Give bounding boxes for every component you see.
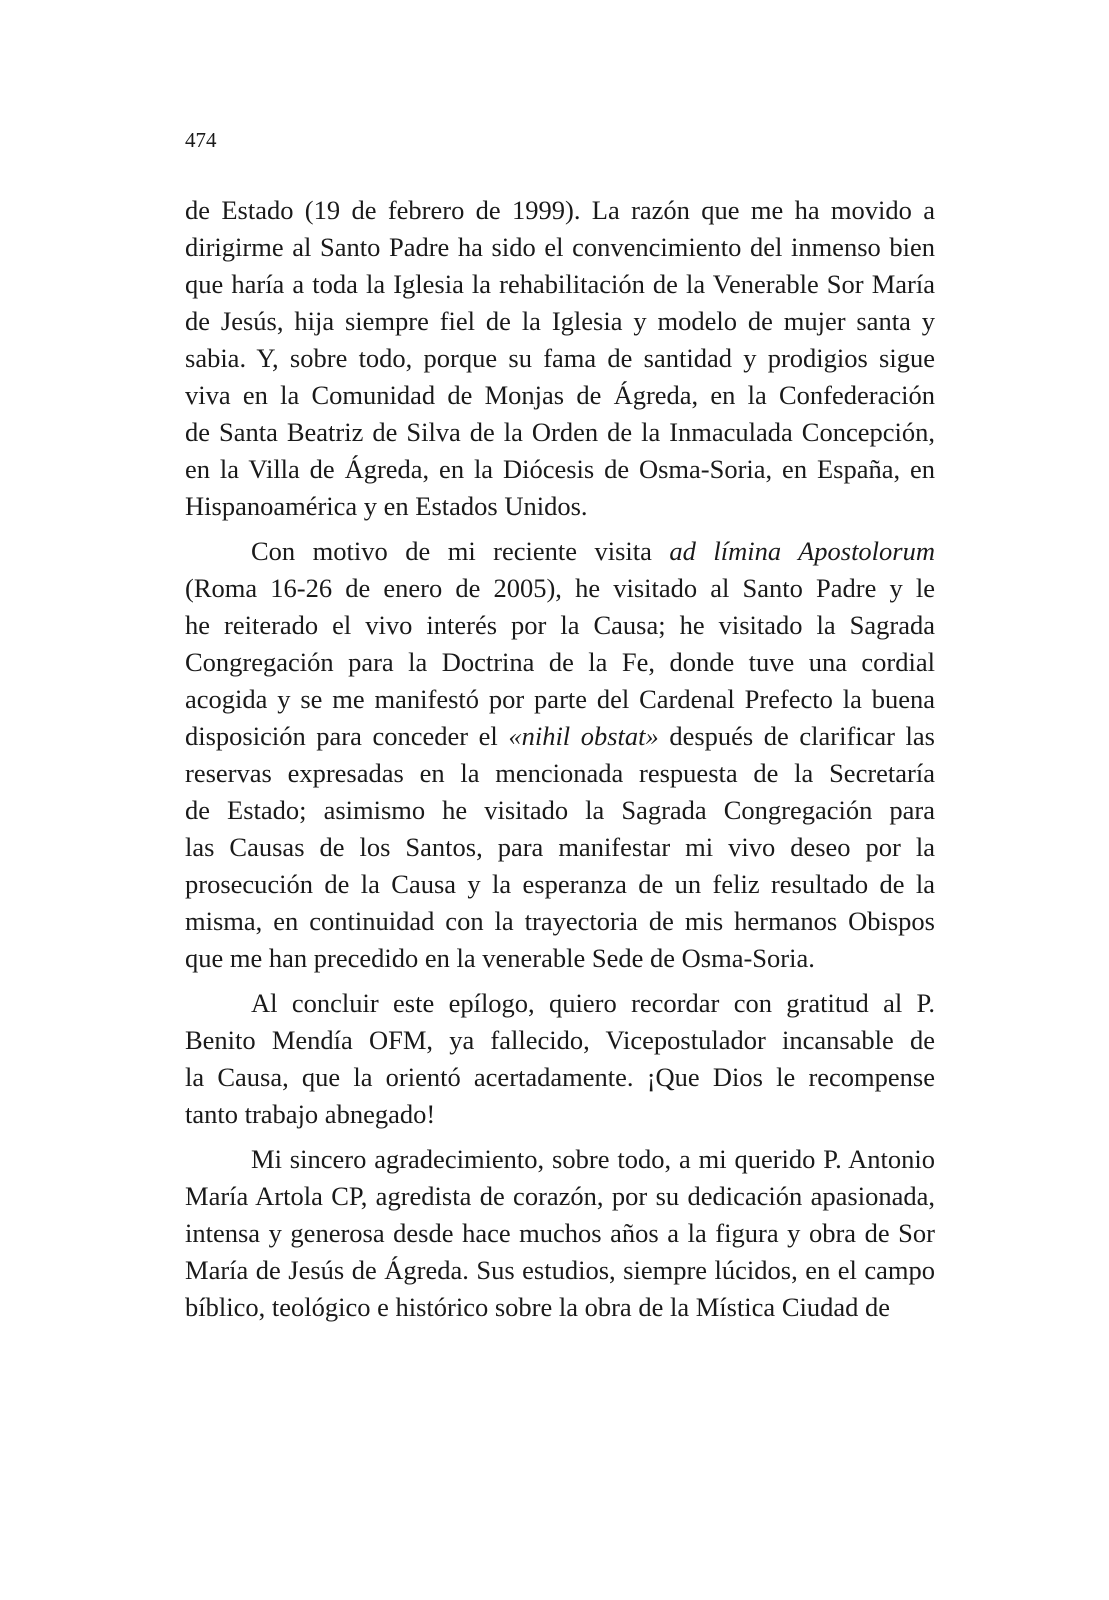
text-run: de Jesús, hija siempre fiel de la Iglesia y modelo de mujer santa y <box>185 306 935 336</box>
text-line <box>185 985 935 1022</box>
text-run: Hispanoamérica y en Estados Unidos. <box>185 491 588 521</box>
text-line <box>185 1215 935 1252</box>
text-run: que haría a toda la Iglesia la rehabilitación de la Venerable Sor María <box>185 269 935 299</box>
text-run: tanto trabajo abnegado! <box>185 1099 436 1129</box>
text-run: de Estado; asimismo he visitado la Sagrada Congregación para <box>185 795 935 825</box>
text-line <box>185 229 935 266</box>
text-line <box>185 903 935 940</box>
text-run: de Estado (19 de febrero de 1999). La razón que me ha movido a <box>185 195 935 225</box>
text-run: reservas expresadas en la mencionada respuesta de la Secretaría <box>185 758 935 788</box>
text-line <box>185 1178 935 1215</box>
text-run: Benito Mendía OFM, ya fallecido, Vicepostulador incansable de <box>185 1025 935 1055</box>
paragraph <box>185 1141 935 1326</box>
text-run: Al concluir este epílogo, quiero recordar con gratitud al P. <box>251 988 935 1018</box>
text-run: sabia. Y, sobre todo, porque su fama de santidad y prodigios sigue <box>185 343 935 373</box>
text-run: he reiterado el vivo interés por la Causa; he visitado la Sagrada <box>185 610 935 640</box>
text-line <box>185 414 935 451</box>
text-run: misma, en continuidad con la trayectoria de mis hermanos Obispos <box>185 906 935 936</box>
text-line <box>185 866 935 903</box>
text-run: (Roma 16-26 de enero de 2005), he visitado al Santo Padre y le <box>185 573 935 603</box>
text-line <box>185 377 935 414</box>
text-run: la Causa, que la orientó acertadamente. ¡Que Dios le recompense <box>185 1062 935 1092</box>
text-run: que me han precedido en la venerable Sede de Osma-Soria. <box>185 943 815 973</box>
text-line <box>185 533 935 570</box>
paragraph <box>185 533 935 977</box>
text-line <box>185 488 935 525</box>
text-line <box>185 266 935 303</box>
text-line <box>185 1252 935 1289</box>
text-line <box>185 829 935 866</box>
text-line <box>185 1059 935 1096</box>
text-run: intensa y generosa desde hace muchos años a la figura y obra de Sor <box>185 1218 935 1248</box>
italic-text: «nihil obstat» <box>508 721 659 751</box>
text-line <box>185 644 935 681</box>
text-run: María de Jesús de Ágreda. Sus estudios, siempre lúcidos, en el campo <box>185 1255 935 1285</box>
text-run: después de clarificar las <box>658 721 935 751</box>
text-run: Congregación para la Doctrina de la Fe, donde tuve una cordial <box>185 647 935 677</box>
text-run: las Causas de los Santos, para manifestar mi vivo deseo por la <box>185 832 935 862</box>
text-line <box>185 1141 935 1178</box>
text-run: de Santa Beatriz de Silva de la Orden de la Inmaculada Concepción, <box>185 417 935 447</box>
text-run: Mi sincero agradecimiento, sobre todo, a mi querido P. Antonio <box>251 1144 935 1174</box>
text-line <box>185 681 935 718</box>
text-line <box>185 792 935 829</box>
page-number: 474 <box>185 128 217 152</box>
italic-text: ad límina Apostolorum <box>669 536 935 566</box>
text-line <box>185 1289 935 1326</box>
text-line <box>185 607 935 644</box>
text-run: dirigirme al Santo Padre ha sido el convencimiento del inmenso bien <box>185 232 935 262</box>
text-line <box>185 1022 935 1059</box>
text-line <box>185 1096 935 1133</box>
body-text <box>185 192 935 1326</box>
text-line <box>185 451 935 488</box>
paragraph <box>185 985 935 1133</box>
paragraph <box>185 192 935 525</box>
text-run: en la Villa de Ágreda, en la Diócesis de Osma-Soria, en España, en <box>185 454 935 484</box>
text-run: prosecución de la Causa y la esperanza de un feliz resultado de la <box>185 869 935 899</box>
text-run: Con motivo de mi reciente visita <box>251 536 670 566</box>
text-line <box>185 570 935 607</box>
text-run: bíblico, teológico e histórico sobre la obra de la Mística Ciudad de <box>185 1292 891 1322</box>
text-line <box>185 340 935 377</box>
text-run: acogida y se me manifestó por parte del Cardenal Prefecto la buena <box>185 684 935 714</box>
text-line <box>185 303 935 340</box>
text-line <box>185 718 935 755</box>
text-run: María Artola CP, agredista de corazón, por su dedicación apasionada, <box>185 1181 935 1211</box>
text-line <box>185 192 935 229</box>
text-run: disposición para conceder el <box>185 721 509 751</box>
text-line <box>185 940 935 977</box>
text-line <box>185 755 935 792</box>
text-run: viva en la Comunidad de Monjas de Ágreda, en la Confederación <box>185 380 935 410</box>
